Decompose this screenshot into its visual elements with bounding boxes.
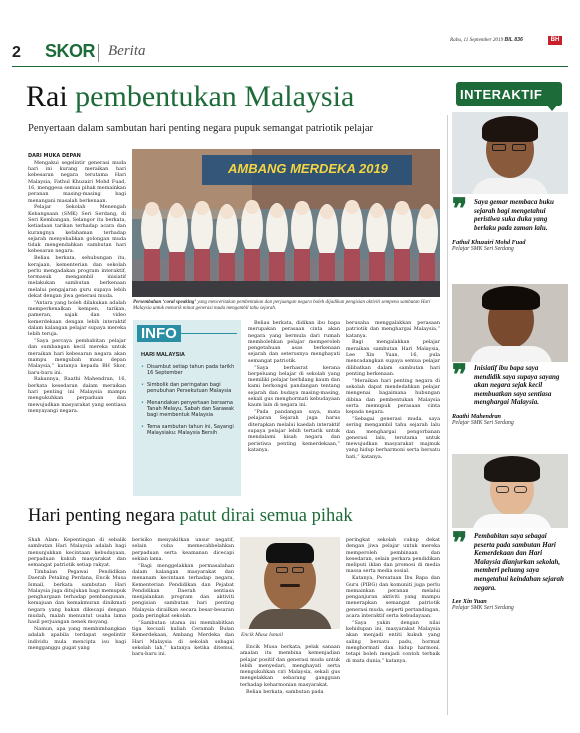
paragraph: “Bagi menggelakkan permasalahan dalam kalangan masyarakat dan menanam kecintaan terhadap negara, Kementerian Pendidikan dan Pejabat Pendidikan Daerah sentiasa menjalankan program dan aktiviti pengisian sambutan hari penting Malaysia dirailkan secara besar-besaran pada peringkat sekolah. (132, 562, 234, 620)
quote-role: Pelajar SMK Seri Serdang (452, 419, 514, 426)
paragraph: “Pada pandangan saya, mata pelajaran Sejarah juga harus diterapkan melalui kaedah interaktif supaya pelajar lebih tertarik untuk mendalami kisah negara dan peristiwa penting kemerdekaan,” katanya. (248, 409, 340, 453)
info-bullet: • Disambut setiap tahun pada tarikh 16 September (141, 364, 235, 377)
headline-plain: Rai (26, 80, 76, 113)
paragraph: berisiko menyakitkan unsur negatif, selain cuba memecahbelahkan perpaduan serta keamanan dicecapi sekian lama. (132, 537, 234, 562)
info-title: INFO (137, 325, 181, 342)
paragraph: Rakannya, Raathi Mahendran, 16, berkata kesedaran dalam meraikan hari penting ini Malaysia mampu mengukuhkan perpaduan dan mewujudkan masyarakat yang sentiasa menyayangi negara. (28, 376, 126, 414)
info-bullets (141, 364, 235, 442)
portrait-fathul (452, 112, 568, 194)
info-bullet: • Tema sambutan tahun ini, Sayangi Malaysiaku: Malaysia Bersih (141, 423, 234, 437)
paragraph: Pelajar Sekolah Menengah Kebangsaan (SMK) Seri Serdang, di Seri Kembangan, Selangor itu berkata, ketiadaan tarikan terhadap acara dan kurangnya kefahaman terhadap sejarah menyebabkan golongan muda tidak mengendahkan sambutan hari kebesaran negara. (28, 204, 126, 255)
second-article-col2 (132, 537, 234, 725)
quote-text: Inisiatif ibu bapa saya mendidik saya supaya sayang akan negara sejak kecil membuatkan saya sentiasa menghargai Malaysia. (474, 364, 560, 407)
page-number: 2 (12, 44, 21, 61)
main-headline (26, 80, 354, 114)
paragraph: Bagi mengalakkan pelajar meraikan sambutan Hari Malaysia, Lee Xin Yuan, 16, pula mencadangkan supaya semua pelajar dilibatkan dalam sambutan hari penting berkenaan. (346, 339, 440, 377)
main-article-col4 (346, 320, 440, 496)
section-name: SKOR (45, 41, 96, 61)
paragraph: berusaha menggalakkan perasaan patriotik dan menghargai Malaysia,” katanya. (346, 320, 440, 339)
paragraph: Timbalan Pegawai Pendidikan Daerah Petaling Perdana, Encik Musa Ismail, berkata sambutan Hari Malaysia juga ditujukan bagi memupuk penghargaan terhadap pembangunan, kemajuan dan kemakmuran dinikmati negara yang bakan dikecapi dengan mudah, malah menuntut usaha lama hasil perjuangan nenek moyang. (28, 568, 126, 626)
quote-icon: ❞ (452, 360, 468, 391)
paragraph: Beliau berkata, sambutan pada (246, 688, 324, 695)
second-article-col3 (240, 644, 340, 726)
quote-name: Fathul Khuzairi Mohd Fuad (452, 239, 526, 247)
quote-icon: ❞ (452, 528, 468, 559)
info-heading: HARI MALAYSIA (141, 352, 185, 358)
sidebar-divider (447, 115, 448, 715)
paragraph: “Saya percaya pembabitan pelajar dan sumbangan kecil mereka untuk meraikan hari kebesaran negara akan mampu mengubah masa depan Malaysia,” katanya kepada BH Skor, baru-baru ini. (28, 338, 126, 376)
paragraph: peringkat sekolah cukup dekat dengan jiwa pelajar untuk mereka memperoleh pembinaan dan kesedaran, selain perkara pendidikan meliputi iklan dan promosi di media massa serta media sosial. (346, 537, 440, 575)
paragraph: Namun, apa yang membimbangkan adalah apabila terdapat segelintir individu mula mencipta isu bagi mengganggu gugat yang (28, 626, 126, 652)
headline-colored: patut dirai semua pihak (179, 506, 353, 526)
second-headline (28, 505, 353, 527)
photo-caption (133, 300, 439, 313)
headline-plain: Hari penting negara (28, 506, 180, 526)
info-bullet: • Menandakan penyertaan bersama Tanah Melayu, Sabah dan Sarawak bagi membentuk Malaysia (141, 399, 235, 419)
quote-raathi (452, 360, 566, 426)
quote-name: Lee Xin Yuan (452, 598, 487, 606)
banner-text: AMBANG MERDEKA 2019 (228, 161, 388, 176)
dateline: Rabu, 11 September 2019 BIL 836 (450, 37, 523, 43)
musa-photo (240, 537, 340, 629)
quote-icon: ❞ (452, 194, 468, 225)
paragraph: “Saya berhasrat kerana berpeluang belajar di sekolah yang memiliki pelajar berbilang kaum dan kami berkongsi pandangan tentang sejarah dan budaya masing-masing, sekali gus menghormati kebudayaan kaum lain di negara ini. (248, 364, 340, 409)
paragraph: “Sebagai generasi muda, saya sering mengambil tahu sejarah lalu dan menghargai pengorbanan generasi lalu, terutama untuk mewujudkan masyarakat majmuk yang hidup berharmoni serta bersatu hati,” katanya. (346, 415, 440, 460)
interaktif-text: INTERAKTIF (460, 87, 543, 102)
portrait-lee (452, 454, 568, 528)
paragraph: “Sambutan utama ini membabitkan tiga kecuali kuliah Ceramah Bulan Kemerdekaan, Ambang Merdeka dan Hari Malaysia di sekolah sebagai sekolah lah,” katanya ketika ditemui, baru-baru ini. (132, 619, 234, 658)
info-title-rule (179, 333, 237, 334)
quote-role: Pelajar SMK Seri Serdang (452, 605, 514, 612)
second-article-col4 (346, 537, 440, 725)
caption-text: yang menceritakan pembentukan dan perjuangan negara boleh dijadikan pengisian aktiviti sempena sambutan Hari Malaysia untuk menarik minat generasi muda mengambil tahu sejarah. (133, 300, 431, 312)
paragraph: Beliau berkata, sehubungan itu, kerajaan, kementerian dan sekolah perlu mengadakan program interaktif, termasuk mengambil inisiatif melakukan sambutan berkenaan melalui pengajaran guru supaya lebih dekat dengan jiwa generasi muda. (28, 255, 126, 300)
bubble-tail (546, 104, 558, 111)
main-article-col3 (248, 320, 340, 496)
main-subtitle: Penyertaan dalam sambutan hari penting negara pupuk semangat patriotik pelajar (28, 123, 374, 134)
section-sub: Berita (108, 43, 146, 59)
byline: DARI MUKA DEPAN (28, 153, 81, 159)
quote-role: Pelajar SMK Seri Serdang (452, 246, 514, 253)
headline-colored: pembentukan Malaysia (75, 80, 355, 113)
info-bullet: • Simbolik dan peringatan bagi penubuhan Persekutuan Malaysia (141, 381, 232, 395)
interaktif-label (456, 82, 566, 110)
quote-lee (452, 528, 566, 612)
portrait-raathi (452, 284, 568, 362)
quote-name: Raathi Mahendran (452, 412, 502, 420)
main-photo (132, 149, 440, 297)
main-article-col1 (28, 153, 126, 495)
section-divider (98, 44, 99, 62)
paragraph: Encik Musa berkata, pelak sanaan amalan itu membina kemenjadian pelajar positif dan generasi muda untuk lebih menyedari, menghayati serta mengukuhkan ciri Malaysia, sekali gus mengelakkan sebarang gangguan terhadap keharmonian masyarakat. (240, 644, 340, 688)
paragraph: “Saya yakin dengan nilai kehidupan ini, masyarakat Malaysia akan menjadi entiti kukuh yang saling bersatu padu, hormat menghormati dan hidup harmoni, tetapi boleh menjadi contoh terbaik di mata dunia,” katanya. (346, 619, 440, 664)
quote-text: Saya gemar membaca buku sejarah bagi mengetahui peristiwa suka duka yang berlaku pada zaman lalu. (474, 198, 554, 232)
paragraph: Shah Alam: Kepentingan di sebalik sambutan Hari Malaysia adalah bagi menunjukkan kecintaan kebudayaan, perpaduan kukuh masyarakat dan semangat patriotik setiap rakyat. (28, 537, 126, 569)
musa-caption: Encik Musa Ismail (241, 632, 283, 638)
paragraph: “Antara yang boleh dilakukan adalah memperkenalkan kempen, tarikan, pameran, sajak dan video kemerdekaan dengan lebih interaktif dalam kalangan pelajar supaya mereka lebih teruja. (28, 299, 126, 338)
caption-bold: Persembahan ‘coral speaking’ (133, 300, 197, 305)
bh-logo: BH (548, 36, 562, 45)
paragraph: “Meraikan hari penting negara di sekolah dapat mendedahkan pelajar mengenai bagaimana hubungan dibina dan pembentukan Malaysia serta memupuk perasaan cinta kepada negara. (346, 377, 440, 416)
quote-text: Pembabitan saya sebagai peserta pada sambutan Hari Kemerdekaan dan Hari Malaysia dianjurkan sekolah, memberi peluang saya mengetahui keindahan sejarah negara. (474, 532, 564, 592)
paragraph: Beliau berkata, didikan ibu bapa merupakan perasaan cinta akan negara yang bermula dari rumah membolehkan pelajar memperoleh pengetahuan asas berkenaan sejarah dan seterusnya menghayati semangat patriotik. (248, 320, 340, 364)
paragraph: Mengakui segelintir generasi muda hari ini kurang meraikan hari kebesaran negara terutama Hari Malaysia, Fathul Khuzairi Mohd Fuad, 16, menggesa semua pihak memainkan peranan masing-masing bagi menangani masalah berkenaan. (28, 159, 126, 204)
quote-fathul (452, 194, 566, 253)
paragraph: Katanya, Persatuan Ibu Bapa dan Guru (PIBG) dan komuniti juga perlu memainkan peranan melalui penganjuran aktiviti yang mampu menerapkan semangat patriotik generasi muda, seperti pertandingan, acara interaktif serta kebudayaan. (346, 575, 440, 620)
second-article-col1 (28, 537, 126, 725)
header-rule (12, 66, 568, 67)
page-header (0, 0, 580, 70)
info-box (133, 320, 241, 496)
